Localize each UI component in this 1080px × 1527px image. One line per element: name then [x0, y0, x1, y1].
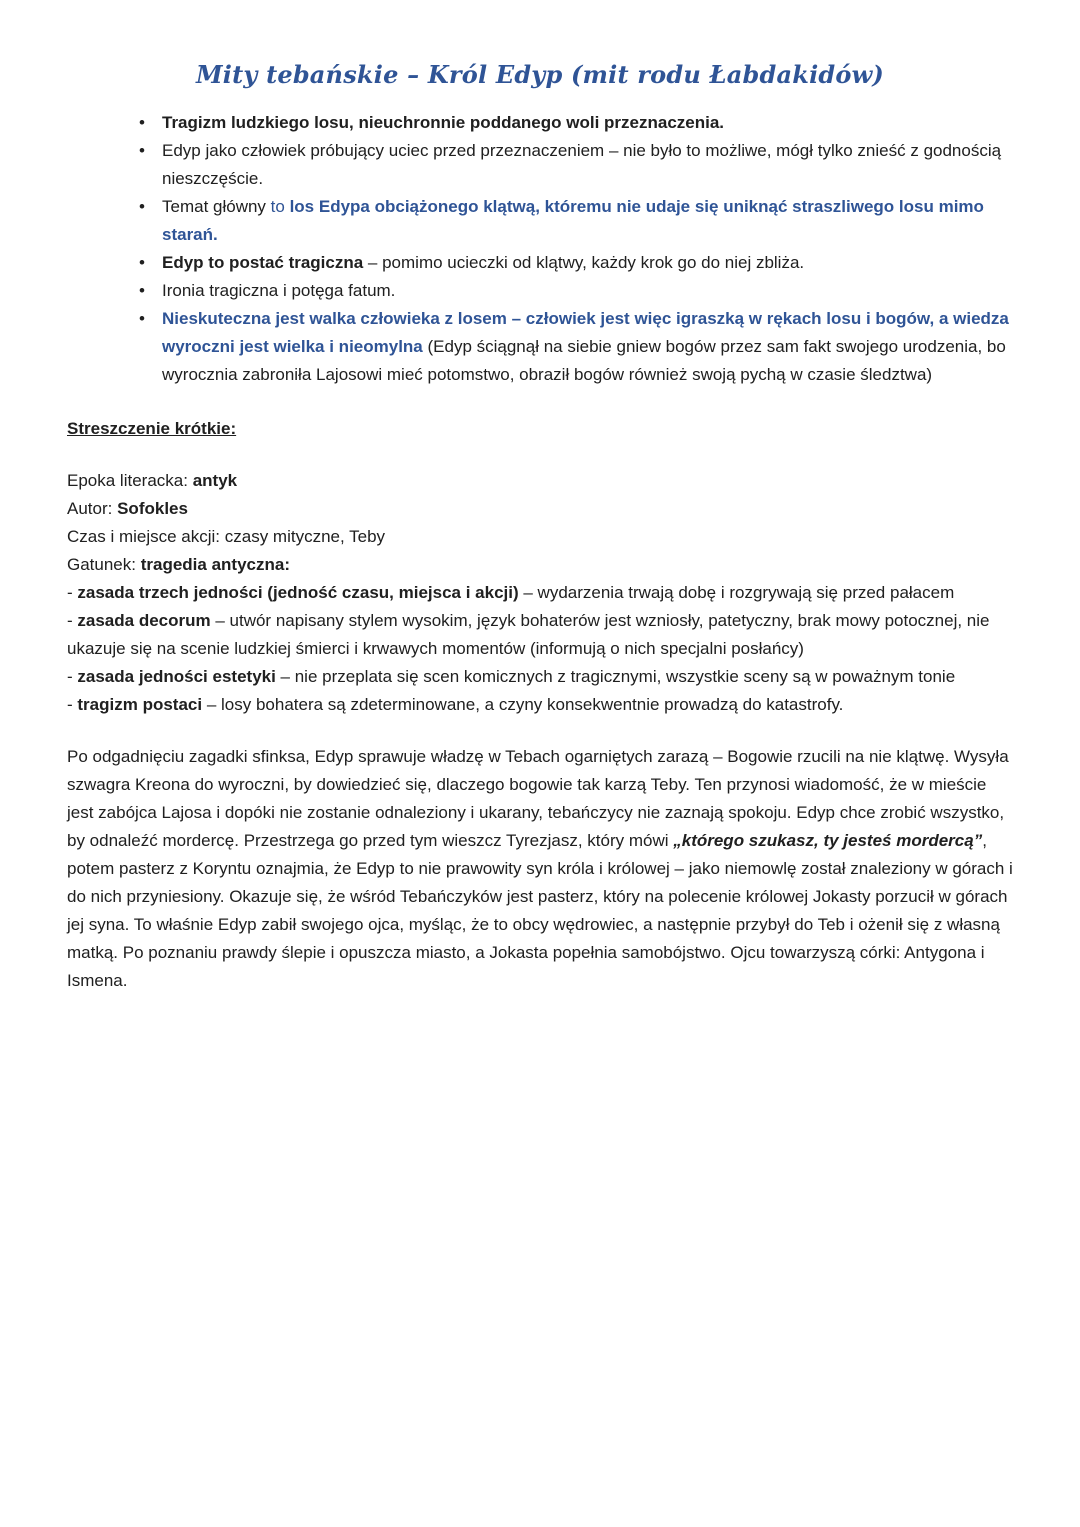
bullet-item	[67, 277, 1013, 305]
bullet-icon	[139, 109, 145, 137]
text-run: Gatunek:	[67, 555, 141, 574]
text-run: – wydarzenia trwają dobę i rozgrywają się przed pałacem	[518, 583, 955, 602]
text-run: Edyp to postać tragiczna	[162, 253, 364, 272]
text-run: zasada trzech jedności (jedność czasu, miejsca i akcji)	[77, 583, 519, 602]
text-run: Temat główny	[162, 197, 271, 216]
text-run: Edyp jako człowiek próbujący uciec przed przeznaczeniem – nie było to możliwe, mógł tylko znieść z godnością nieszczęście.	[162, 141, 1002, 188]
text-run: Tragizm ludzkiego losu, nieuchronnie poddanego woli przeznaczenia.	[162, 113, 725, 132]
text-run: tragedia antyczna:	[140, 555, 290, 574]
text-run: Sofokles	[117, 499, 188, 518]
text-run: , potem pasterz z Koryntu oznajmia, że Edyp to nie prawowity syn króla i królowej – jako niemowlę został znaleziony w górach i do nich przyniesiony. Okazuje się, że wśród Tebańczyków jest pasterz, który na polecenie królowej Jokasty porzucił w górach jej syna. To właśnie Edyp zabił swojego ojca, myśląc, że to obcy wędrowiec, a następnie przybył do Teb i ożenił się z własną matką. Po poznaniu prawdy ślepie i opuszcza miasto, a Jokasta popełnia samobójstwo. Ojcu towarzyszą córki: Antygona i Ismena.	[67, 831, 1013, 990]
bullet-item	[67, 305, 1013, 389]
text-run: Ironia tragiczna i potęga fatum.	[162, 281, 396, 300]
text-run: -	[67, 611, 78, 630]
text-run: – losy bohatera są zdeterminowane, a czyny konsekwentnie prowadzą do katastrofy.	[202, 695, 844, 714]
text-run: Nieskuteczna jest walka człowieka z losem – człowiek jest więc igraszką w rękach losu i bogów, a wiedza wyroczni jest wielka i nieomylna	[162, 309, 1009, 356]
meta-line	[67, 691, 1013, 719]
text-run: los Edypa obciążonego klątwą, któremu nie udaje się uniknąć straszliwego losu mimo starań.	[162, 197, 984, 244]
text-run: antyk	[192, 471, 238, 490]
meta-line	[67, 467, 1013, 495]
meta-line	[67, 663, 1013, 691]
text-run: -	[67, 583, 78, 602]
text-run: – utwór napisany stylem wysokim, język bohaterów jest wzniosły, patetyczny, brak mowy potocznej, nie ukazuje się na scenie ludzkiej śmierci i krwawych momentów (informują o nich specjalni posłańcy)	[67, 611, 990, 658]
bullet-item	[67, 109, 1013, 137]
bullet-icon	[139, 137, 145, 165]
text-run: -	[67, 667, 78, 686]
meta-line	[67, 551, 1013, 579]
text-run: zasada jedności estetyki	[77, 667, 276, 686]
meta-block	[67, 467, 1013, 719]
page-title: Mity tebańskie – Król Edyp (mit rodu Łabdakidów)	[196, 60, 884, 89]
section-heading: Streszczenie krótkie:	[67, 419, 237, 438]
bullet-item	[67, 193, 1013, 249]
meta-line	[67, 523, 1013, 551]
text-run: to	[270, 197, 290, 216]
bullet-icon	[139, 277, 145, 305]
text-run: -	[67, 695, 78, 714]
meta-line	[67, 607, 1013, 663]
text-run: tragizm postaci	[77, 695, 203, 714]
bullet-icon	[139, 305, 145, 333]
quote-text: „którego szukasz, ty jesteś mordercą”	[673, 831, 983, 850]
text-run: (Edyp ściągnął na siebie gniew bogów przez sam fakt swojego urodzenia, bo wyrocznia zabroniła Lajosowi mieć potomstwo, obraził bogów również swoją pychą w czasie śledztwa)	[162, 337, 1006, 384]
bullet-icon	[139, 249, 145, 277]
bullet-icon	[139, 193, 145, 221]
text-run: – nie przeplata się scen komicznych z tragicznymi, wszystkie sceny są w poważnym tonie	[275, 667, 956, 686]
bullet-item	[67, 137, 1013, 193]
meta-line	[67, 495, 1013, 523]
text-run: – pomimo ucieczki od klątwy, każdy krok go do niej zbliża.	[363, 253, 805, 272]
bullet-item	[67, 249, 1013, 277]
summary-paragraph	[67, 743, 1013, 995]
bullet-list	[67, 109, 1013, 389]
text-run: Czas i miejsce akcji: czasy mityczne, Teby	[67, 527, 386, 546]
text-run: Autor:	[67, 499, 118, 518]
text-run: Po odgadnięciu zagadki sfinksa, Edyp sprawuje władzę w Tebach ogarniętych zarazą – Bogowie rzucili na nie klątwę. Wysyła szwagra Kreona do wyroczni, by dowiedzieć się, dlaczego bogowie tak karzą Teby. Ten przynosi wiadomość, że w mieście jest zabójca Lajosa i dopóki nie zostanie odnaleziony i ukarany, tebańczycy nie zaznają spokoju. Edyp chce zrobić wszystko, by odnaleźć mordercę. Przestrzega go przed tym wieszcz Tyrezjasz, który mówi	[67, 747, 1009, 850]
text-run: zasada decorum	[77, 611, 211, 630]
meta-line	[67, 579, 1013, 607]
text-run: Epoka literacka:	[67, 471, 193, 490]
